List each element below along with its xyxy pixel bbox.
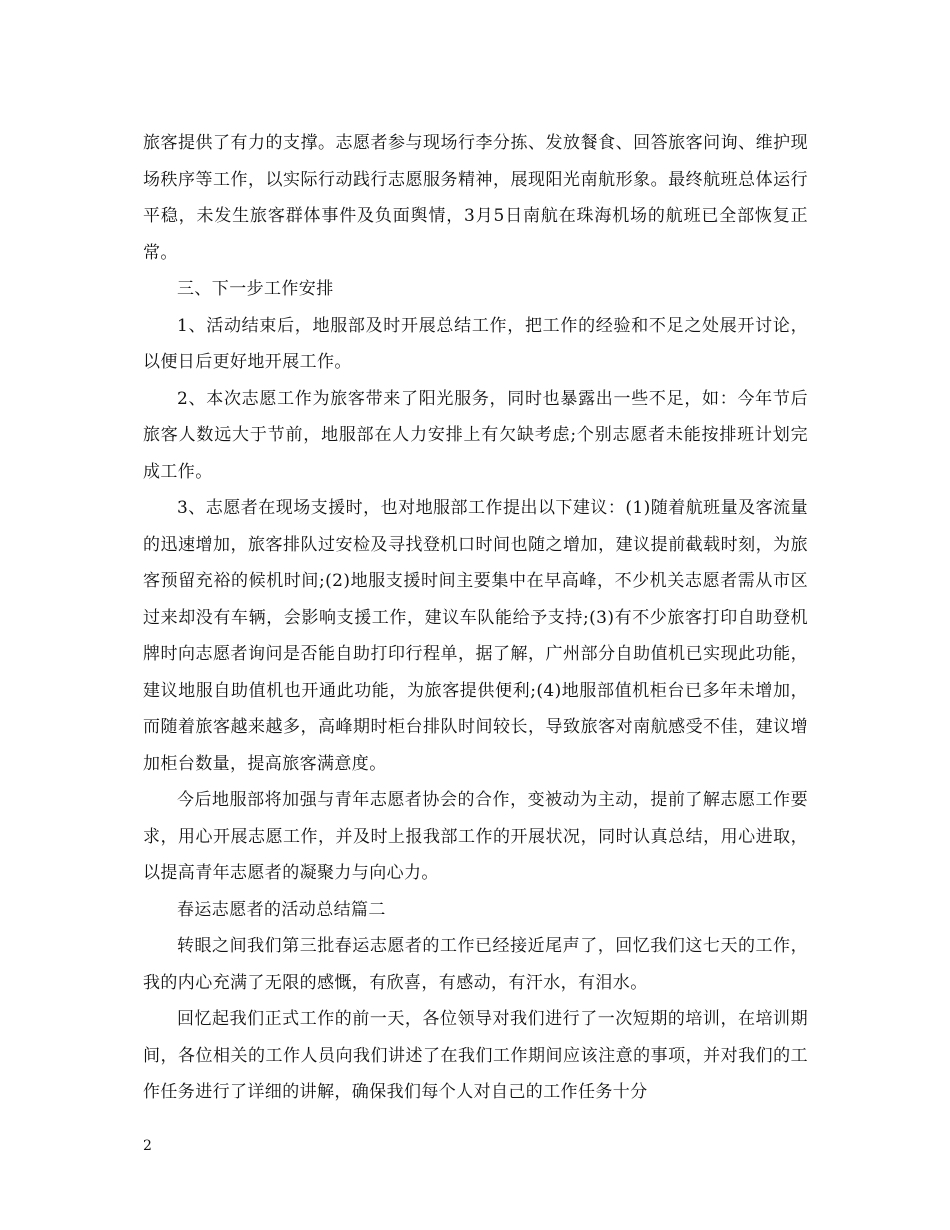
paragraph-training: 回忆起我们正式工作的前一天，各位领导对我们进行了一次短期的培训，在培训期间，各位相关的工作人员向我们讲述了在我们工作期间应该注意的事项，并对我们的工作任务进行了详细的讲解，确保我们每个人对自己的工作任务十分 [143, 1009, 808, 1102]
paragraph-item-2: 2、本次志愿工作为旅客带来了阳光服务，同时也暴露出一些不足，如：今年节后旅客人数远大于节前，地服部在人力安排上有欠缺考虑;个别志愿者未能按排班计划完成工作。 [143, 388, 808, 482]
page-number: 2 [143, 1138, 152, 1154]
section-heading-part-two: 春运志愿者的活动总结篇二 [177, 899, 386, 920]
paragraph-item-1: 1、活动结束后，地服部及时开展总结工作，把工作的经验和不足之处展开讨论，以便日后更好地开展工作。 [143, 315, 808, 372]
paragraph-item-3: 3、志愿者在现场支援时，也对地服部工作提出以下建议：(1)随着航班量及客流量的迅速增加，旅客排队过安检及寻找登机口时间也随之增加，建议提前截载时刻，为旅客预留充裕的候机时间;(2)地服支援时间主要集中在早高峰，不少机关志愿者需从市区过来却没有车辆，会影响支援工作，建议车队能给予支持;(3)有不少旅客打印自助登机牌时向志愿者询问是否能自助打印行程单，据了解，广州部分自助值机已实现此功能，建议地服自助值机也开通此功能，为旅客提供便利;(4)地服部值机柜台已多年未增加，而随着旅客越来越多，高峰期时柜台排队时间较长，导致旅客对南航感受不佳，建议增加柜台数量，提高旅客满意度。 [143, 498, 808, 774]
paragraph-continuation: 旅客提供了有力的支撑。志愿者参与现场行李分拣、发放餐食、回答旅客问询、维护现场秩序等工作，以实际行动践行志愿服务精神，展现阳光南航形象。最终航班总体运行平稳，未发生旅客群体事件及负面舆情，3月5日南航在珠海机场的航班已全部恢复正常。 [143, 133, 808, 263]
paragraph-part-two-intro: 转眼之间我们第三批春运志愿者的工作已经接近尾声了，回忆我们这七天的工作，我的内心充满了无限的感慨，有欣喜，有感动，有汗水，有泪水。 [143, 936, 808, 993]
paragraph-future-plan: 今后地服部将加强与青年志愿者协会的合作，变被动为主动，提前了解志愿工作要求，用心开展志愿工作，并及时上报我部工作的开展状况，同时认真总结，用心进取，以提高青年志愿者的凝聚力与向心力。 [143, 790, 808, 883]
document-body [143, 125, 808, 1111]
section-heading-next-steps: 三、下一步工作安排 [177, 279, 334, 299]
